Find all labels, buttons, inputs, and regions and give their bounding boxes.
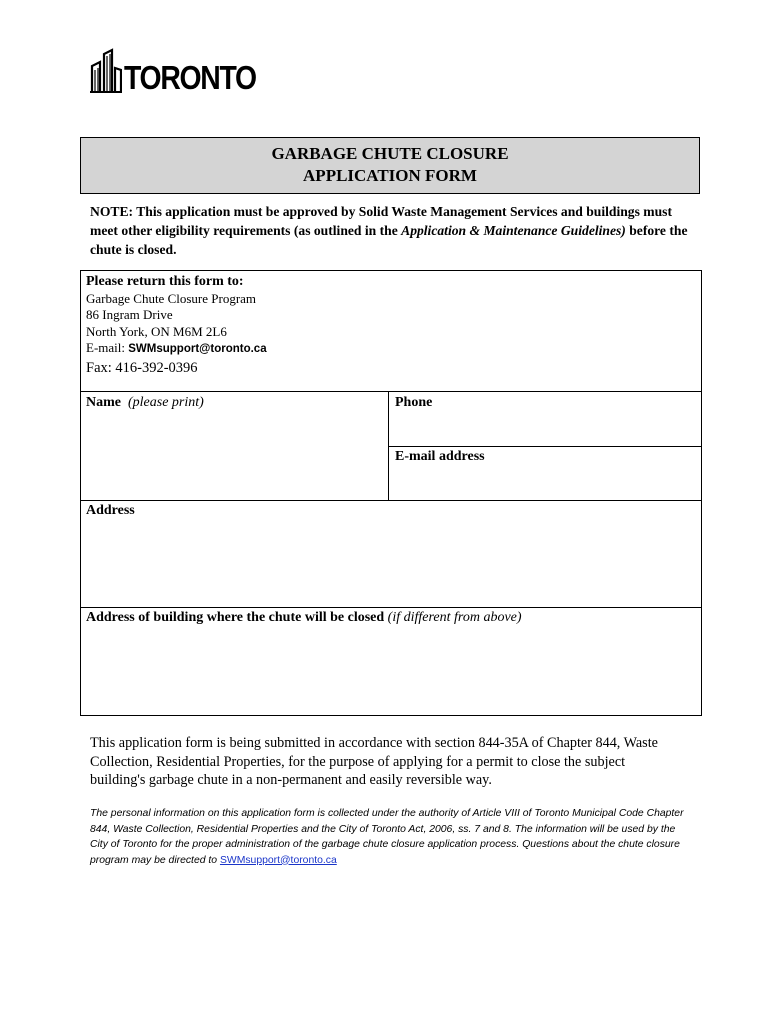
title-line-1: GARBAGE CHUTE CLOSURE: [271, 144, 509, 163]
phone-label: Phone: [395, 395, 433, 410]
toronto-logo: [90, 46, 277, 94]
city-hall-icon: [90, 48, 122, 94]
privacy-notice: [90, 806, 690, 868]
guidelines-reference: Application & Maintenance Guidelines): [401, 223, 626, 238]
row-divider: [81, 607, 701, 608]
privacy-text: The personal information on this application form is collected under the authority of Article VIII of Toronto Municipal Code Chapter 844, Waste Collection, Residential Properties and the City of Toronto Act, 2006, ss. 7 and 8. The information will be used by the City of Toronto for the proper administration of the garbage chute closure application process. Questions about the chute closure program may be directed to: [90, 808, 684, 866]
address-label: Address: [86, 503, 135, 518]
return-street: 86 Ingram Drive: [86, 307, 173, 322]
return-email-label: E-mail:: [86, 340, 129, 355]
note-prefix: NOTE: This application must be approved by Solid Waste Management Services and buildings must meet other eligibility requirements (as outlined in the: [90, 204, 672, 238]
return-address-block: [86, 274, 267, 376]
note-suffix: before the chute is closed.: [90, 223, 688, 257]
row-divider: [81, 391, 701, 392]
approval-note: [90, 202, 690, 259]
email-label: E-mail address: [395, 449, 485, 464]
email-field[interactable]: [395, 449, 485, 465]
row-divider: [81, 500, 701, 501]
name-hint: (please print): [128, 395, 204, 410]
logo-wordmark: TORONTO: [124, 59, 256, 96]
return-heading: Please return this form to:: [86, 274, 244, 289]
return-program: Garbage Chute Closure Program: [86, 290, 257, 306]
return-email: SWMsupport@toronto.ca: [128, 343, 267, 355]
name-field[interactable]: [86, 395, 204, 411]
support-email-link[interactable]: SWMsupport@toronto.ca: [219, 854, 337, 866]
building-address-label: Address of building where the chute will be closed: [86, 610, 385, 625]
return-city: North York, ON M6M 2L6: [86, 323, 227, 339]
title-line-2: APPLICATION FORM: [303, 166, 477, 185]
building-address-hint: (if different from above): [387, 610, 522, 625]
address-field[interactable]: [86, 503, 135, 519]
building-address-field[interactable]: [86, 610, 522, 626]
application-form-table: [80, 270, 702, 716]
name-label: Name: [86, 395, 121, 410]
phone-field[interactable]: [395, 395, 432, 411]
return-email-line: [86, 340, 267, 358]
row-divider: [388, 446, 701, 447]
return-fax: Fax: 416-392-0396: [86, 359, 198, 376]
authority-paragraph: This application form is being submitted in accordance with section 844-35A of Chapter 844, Waste Collection, Residential Properties, for the purpose of applying for a permit to close the subject building's garbage chute in a non-permanent and easily reversible way.: [90, 735, 658, 788]
form-title: [80, 137, 700, 194]
